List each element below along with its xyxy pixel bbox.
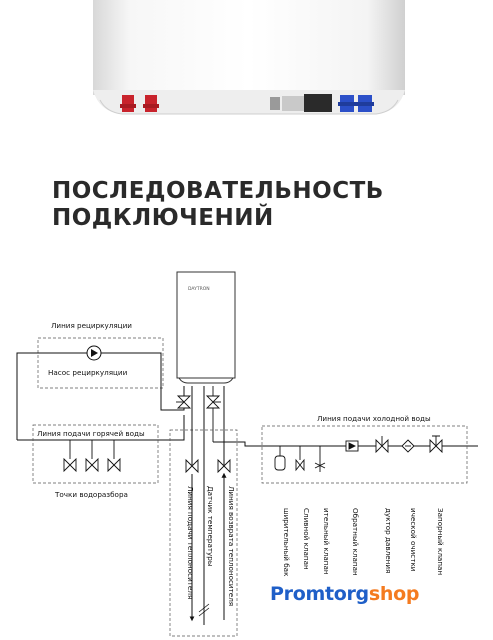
check-valve-label: Обратный клапан [351,508,360,576]
heat-return-label: Линия возврата теплоносителя [227,486,236,607]
cold-line-fittings [275,436,442,472]
shutoff-valve-label: Запорный клапан [436,508,445,576]
temp-sensor-label: Датчик температуры [206,486,215,567]
cold-water-line-label: Линия подачи холодной воды [317,414,431,423]
recirculation-pump-icon [87,346,101,360]
heat-supply-label: Линия подачи теплоносителя [186,486,195,600]
heater-valves [176,386,221,442]
expansion-tank-label: ширительный бак [282,508,291,577]
recirculation-box [38,338,163,388]
promtorgshop-logo [270,583,419,607]
draw-off-taps [64,440,120,471]
title-line-1: ПОСЛЕДОВАТЕЛЬНОСТЬ [52,178,384,204]
heater-brand: DAYTRON [188,287,210,292]
cold-water-box [262,426,467,483]
water-heater-photo [0,0,493,140]
hot-water-line-label: Линия подачи горячей воды [37,429,145,438]
logo-part-shop: shop [368,583,420,605]
recirculation-pipe [101,353,184,410]
heat-carrier-valves [186,460,230,472]
metal-fitting [270,97,280,110]
anode-cap [304,94,332,112]
recirculation-pump-label: Насос рециркуляции [48,368,128,377]
recirculation-pipe [17,353,87,440]
safety-valve-label: ительный клапан [322,508,331,575]
logo-part-promtorg: Promtorg [270,583,369,605]
filter-label: ической очистки [409,508,418,572]
title-line-2: ПОДКЛЮЧЕНИЙ [52,205,274,231]
pressure-reducer-label: дуктор давления [384,508,393,574]
drain-valve-label: Сливной клапан [302,508,311,570]
page-title [52,178,384,232]
draw-off-points-label: Точки водоразбора [55,490,128,499]
water-heater [177,272,235,383]
recirculation-line-label: Линия рециркуляции [51,321,132,330]
metal-fitting [282,96,304,111]
